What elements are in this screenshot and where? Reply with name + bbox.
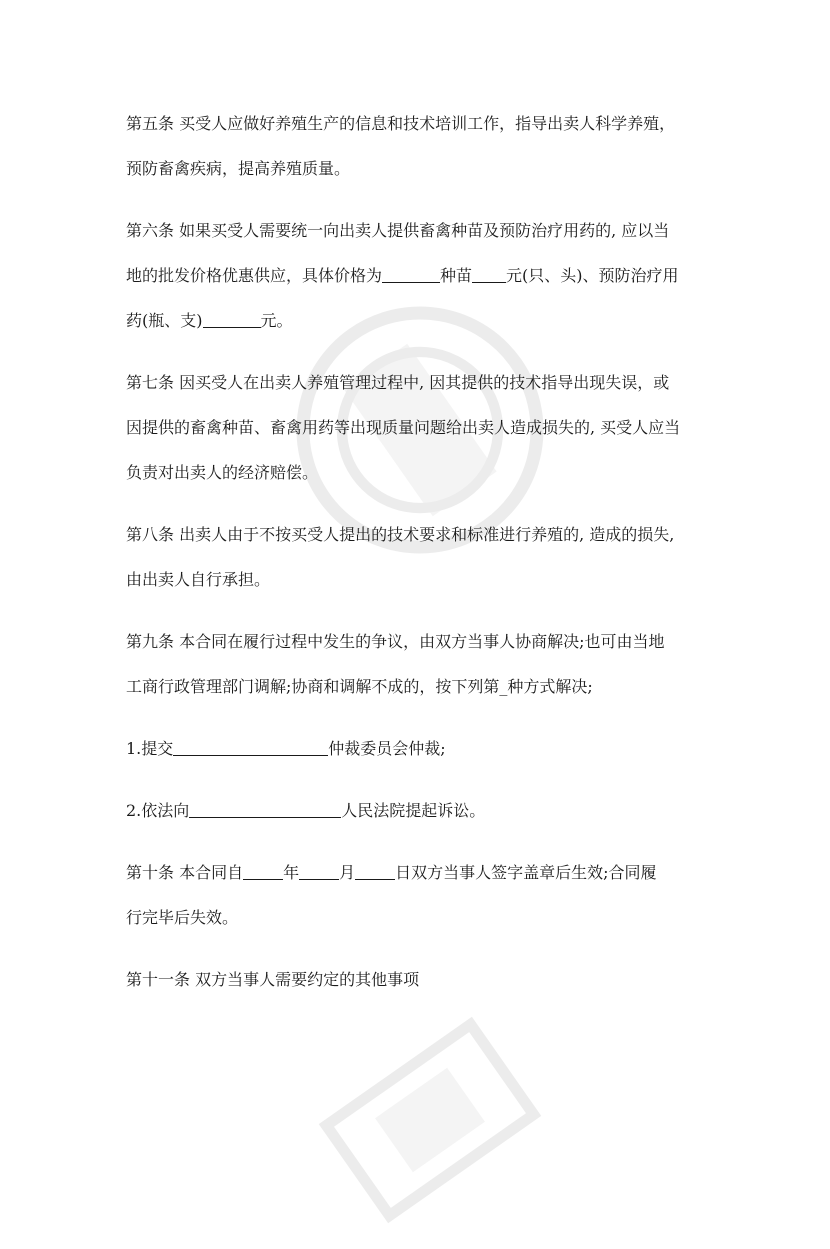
year-blank[interactable] (243, 863, 283, 880)
price-medicine-blank[interactable] (203, 311, 261, 328)
article-8-line-1: 第八条 出卖人由于不按买受人提出的技术要求和标准进行养殖的, 造成的损失, (126, 525, 675, 544)
court-name-blank[interactable] (189, 801, 341, 818)
watermark-logo-icon (294, 991, 566, 1248)
article-10-line-1 (126, 861, 657, 885)
price-unit-blank[interactable] (472, 266, 506, 283)
arbitration-committee-blank[interactable] (173, 739, 328, 756)
option-2-text: 人民法院提起诉讼。 (341, 801, 486, 820)
option-2-line (126, 799, 485, 823)
article-7-line-1: 第七条 因买受人在出卖人养殖管理过程中, 因其提供的技术指导出现失误，或 (126, 373, 670, 392)
article-6-line-2 (126, 264, 679, 288)
month-blank[interactable] (299, 863, 339, 880)
article-10-line-2: 行完毕后失效。 (126, 908, 239, 927)
article-10-text: 第十条 本合同自 (126, 863, 244, 882)
article-10-text: 月 (339, 863, 356, 882)
article-6-text: 药(瓶、支) (126, 311, 203, 330)
article-6-text: 种苗 (440, 266, 473, 285)
article-5-line-1: 第五条 买受人应做好养殖生产的信息和技术培训工作，指导出卖人科学养殖， (126, 114, 676, 133)
option-2-text: 2.依法向 (126, 801, 190, 820)
article-10-text: 日双方当事人签字盖章后生效;合同履 (395, 863, 657, 882)
article-6-text: 地的批发价格优惠供应，具体价格为 (126, 266, 383, 285)
price-seedling-blank[interactable] (382, 266, 440, 283)
option-1-text: 仲裁委员会仲裁; (328, 739, 446, 758)
article-10-text: 年 (283, 863, 300, 882)
article-7-line-2: 因提供的畜禽种苗、畜禽用药等出现质量问题给出卖人造成损失的, 买受人应当 (126, 418, 681, 437)
article-6-line-1: 第六条 如果买受人需要统一向出卖人提供畜禽种苗及预防治疗用药的, 应以当 (126, 221, 670, 240)
option-1-line (126, 737, 446, 761)
article-7-line-3: 负责对出卖人的经济赔偿。 (126, 463, 319, 482)
article-6-text: 元(只、头)、预防治疗用 (506, 266, 679, 285)
article-6-line-3 (126, 309, 293, 333)
article-6-text: 元。 (260, 311, 293, 330)
article-8-line-2: 由出卖人自行承担。 (126, 570, 271, 589)
article-9-line-1: 第九条 本合同在履行过程中发生的争议，由双方当事人协商解决;也可由当地 (126, 632, 665, 651)
option-1-text: 1.提交 (126, 739, 174, 758)
article-9-line-2: 工商行政管理部门调解;协商和调解不成的，按下列第_种方式解决; (126, 677, 593, 696)
day-blank[interactable] (355, 863, 395, 880)
article-5-line-2: 预防畜禽疾病，提高养殖质量。 (126, 159, 351, 178)
article-11-line: 第十一条 双方当事人需要约定的其他事项 (126, 970, 420, 989)
